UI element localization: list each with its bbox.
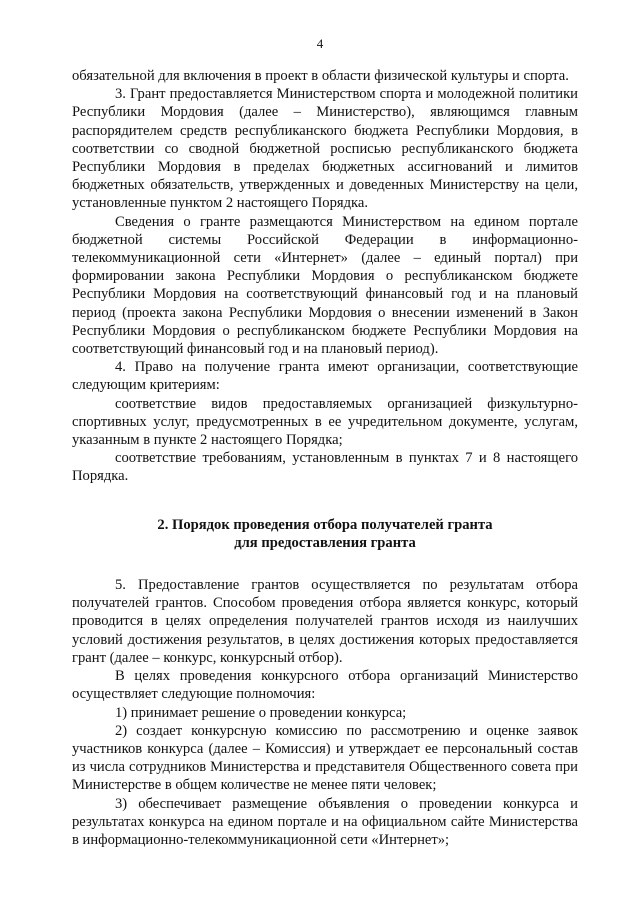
paragraph: 3. Грант предоставляется Министерством спорта и молодежной политики Республики Мордовия (далее – Министерство), являющимся главным распорядителем средств республиканского бюджета Республики Мордовия, в соответствии со сводной бюджетной росписью республиканского бюджета Республики Мордовия в пределах бюджетных ассигнований и лимитов бюджетных обязательств, утвержденных и доведенных Министерству на цели, установленные пунктом 2 настоящего Порядка.: [72, 86, 578, 212]
paragraph: соответствие требованиям, установленным в пунктах 7 и 8 настоящего Порядка.: [72, 450, 578, 485]
section-heading: [72, 516, 578, 552]
document-body: [72, 67, 578, 849]
paragraph: Сведения о гранте размещаются Министерством на едином портале бюджетной системы Российской Федерации в информационно-телекоммуникационной сети «Интернет» (далее – единый портал) при формировании закона Республики Мордовия о республиканском бюджете Республики Мордовия на соответствующий финансовый год и на плановый период (проекта закона Республики Мордовия о внесении изменений в Закон Республики Мордовия о республиканском бюджете Республики Мордовия на соответствующий финансовый год и на плановый период).: [72, 213, 578, 358]
section-heading-line: 2. Порядок проведения отбора получателей гранта: [157, 516, 493, 533]
paragraph: 3) обеспечивает размещение объявления о проведении конкурса и результатах конкурса на едином портале и на официальном сайте Министерства в информационно-телекоммуникационной сети «Интернет»;: [72, 795, 578, 848]
section-heading-line: для предоставления гранта: [234, 534, 416, 551]
paragraph: 5. Предоставление грантов осуществляется по результатам отбора получателей грантов. Способом проведения отбора является конкурс, который проводится в целях определения получателей грантов исходя из наилучших условий достижения результатов, в целях достижения которых предоставляется грант (далее – конкурс, конкурсный отбор).: [72, 577, 578, 666]
paragraphs-before-heading: [72, 67, 578, 486]
paragraph: 1) принимает решение о проведении конкурса;: [115, 704, 407, 721]
page-number: 4: [316, 36, 324, 51]
paragraph: обязательной для включения в проект в области физической культуры и спорта.: [72, 68, 569, 84]
paragraph: 4. Право на получение гранта имеют организации, соответствующие следующим критериям:: [72, 359, 578, 394]
paragraphs-after-heading: [72, 576, 578, 849]
paragraph: В целях проведения конкурсного отбора организаций Министерство осуществляет следующие полномочия:: [72, 668, 578, 703]
paragraph: соответствие видов предоставляемых организацией физкультурно-спортивных услуг, предусмотренных в ее учредительном документе, услугам, указанным в пункте 2 настоящего Порядка;: [72, 395, 578, 449]
paragraph: 2) создает конкурсную комиссию по рассмотрению и оценке заявок участников конкурса (далее – Комиссия) и утверждает ее персональный состав из числа сотрудников Министерства и представителя Общественного совета при Министерстве в общем количестве не менее пяти человек;: [72, 722, 578, 794]
